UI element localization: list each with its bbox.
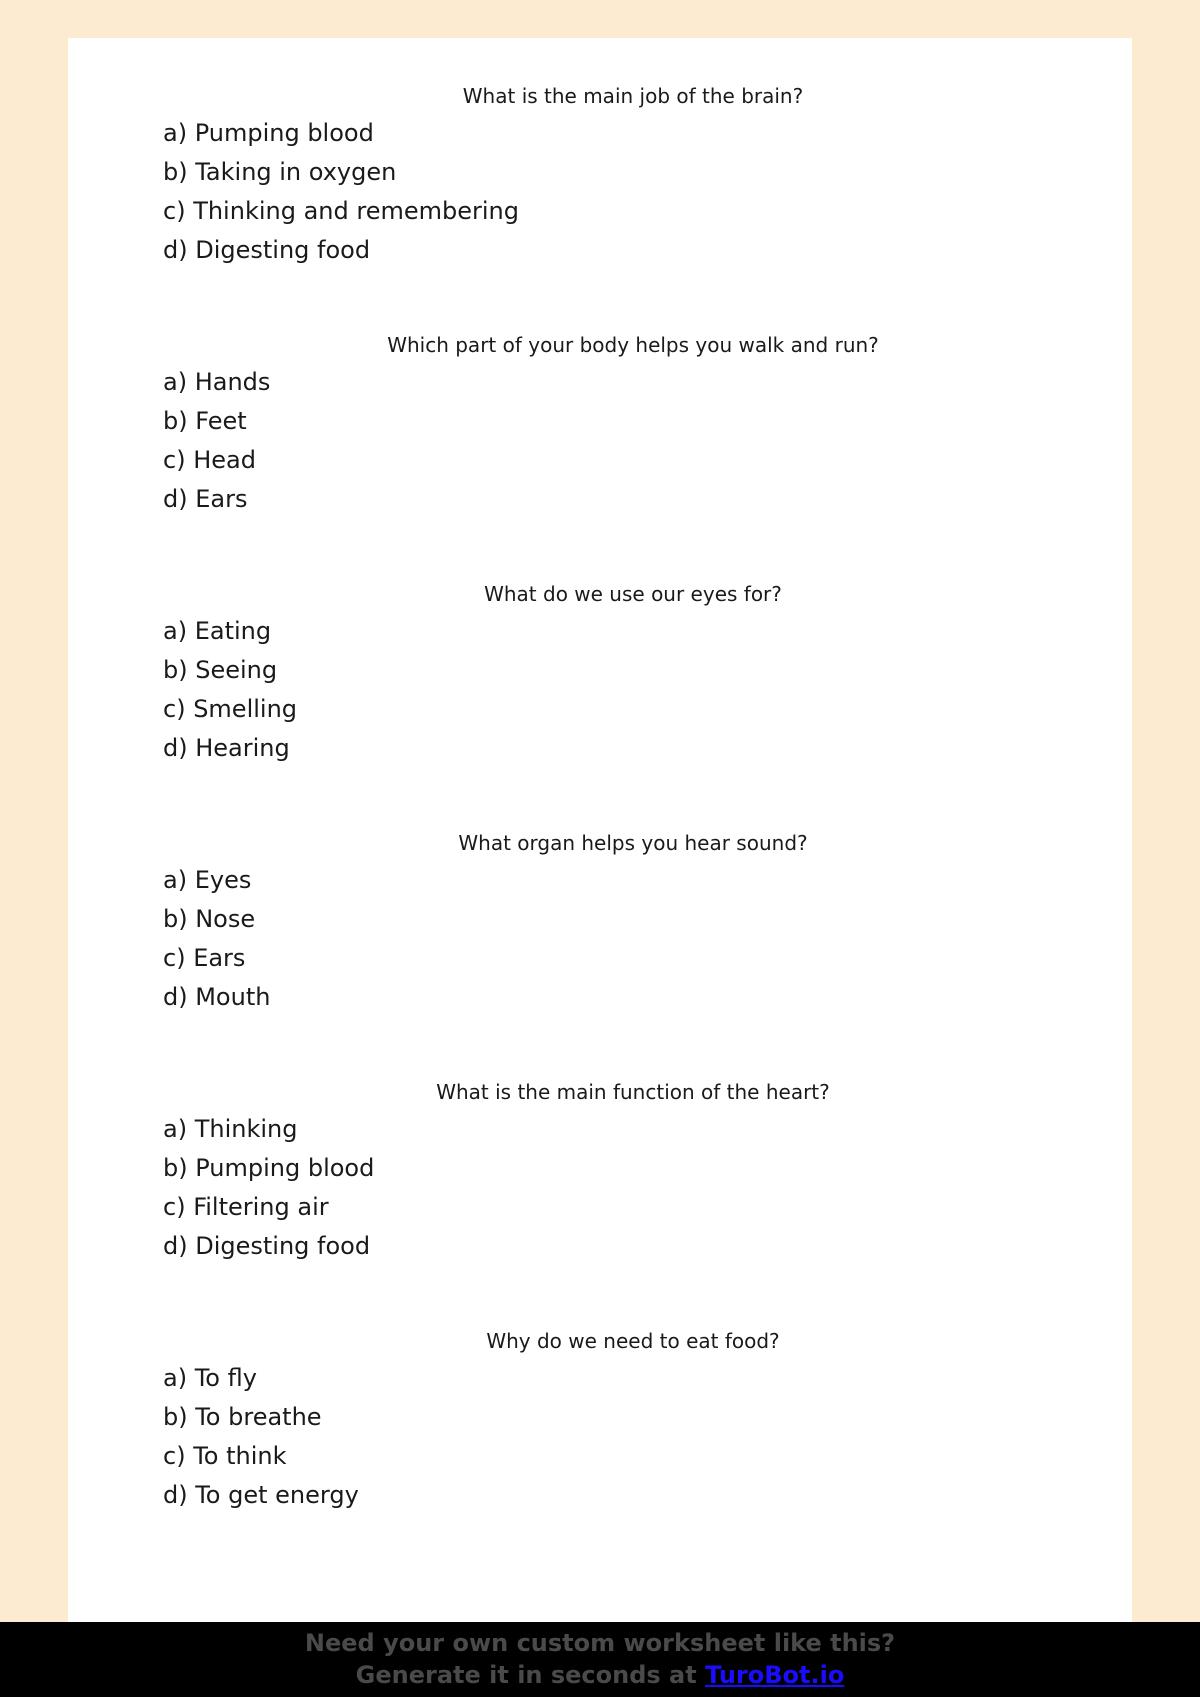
question-list [68, 82, 1132, 1576]
answer-option: a) Hands [163, 368, 271, 396]
answer-option: a) Pumping blood [163, 119, 374, 147]
answer-options [68, 1110, 1132, 1266]
answer-option: b) Feet [163, 407, 247, 435]
question-block [68, 1078, 1132, 1327]
answer-options [68, 612, 1132, 768]
footer-headline: Need your own custom worksheet like this? [304, 1629, 896, 1657]
question-text: What is the main function of the heart? [436, 1080, 830, 1104]
promo-footer [0, 1622, 1200, 1697]
answer-option: c) Smelling [163, 695, 298, 723]
answer-options [68, 114, 1132, 270]
question-text: Which part of your body helps you walk and run? [387, 333, 879, 357]
answer-option: b) To breathe [163, 1403, 322, 1431]
worksheet-page [68, 38, 1132, 1660]
question-text: What organ helps you hear sound? [458, 831, 808, 855]
answer-option: c) Head [163, 446, 256, 474]
answer-option: a) Eating [163, 617, 272, 645]
answer-option: a) To fly [163, 1364, 257, 1392]
answer-option: c) Filtering air [163, 1193, 329, 1221]
answer-option: d) To get energy [163, 1481, 359, 1509]
answer-option: a) Eyes [163, 866, 252, 894]
answer-option: b) Taking in oxygen [163, 158, 397, 186]
answer-options [68, 861, 1132, 1017]
answer-option: d) Mouth [163, 983, 271, 1011]
answer-option: d) Hearing [163, 734, 290, 762]
question-text: What is the main job of the brain? [462, 84, 804, 108]
answer-option: c) Ears [163, 944, 246, 972]
answer-option: c) Thinking and remembering [163, 197, 519, 225]
answer-option: d) Digesting food [163, 236, 371, 264]
answer-option: d) Digesting food [163, 1232, 371, 1260]
footer-cta-text: Generate it in seconds at [355, 1661, 706, 1689]
question-block [68, 82, 1132, 331]
answer-options [68, 363, 1132, 519]
answer-option: a) Thinking [163, 1115, 298, 1143]
question-text: Why do we need to eat food? [486, 1329, 780, 1353]
answer-option: c) To think [163, 1442, 287, 1470]
question-block [68, 580, 1132, 829]
question-text: What do we use our eyes for? [484, 582, 782, 606]
answer-option: b) Seeing [163, 656, 278, 684]
footer-cta [0, 1659, 1200, 1691]
answer-option: b) Pumping blood [163, 1154, 375, 1182]
question-block [68, 331, 1132, 580]
question-block [68, 1327, 1132, 1576]
question-block [68, 829, 1132, 1078]
answer-options [68, 1359, 1132, 1515]
turobot-link[interactable]: TuroBot.io [705, 1661, 845, 1689]
answer-option: d) Ears [163, 485, 248, 513]
answer-option: b) Nose [163, 905, 256, 933]
